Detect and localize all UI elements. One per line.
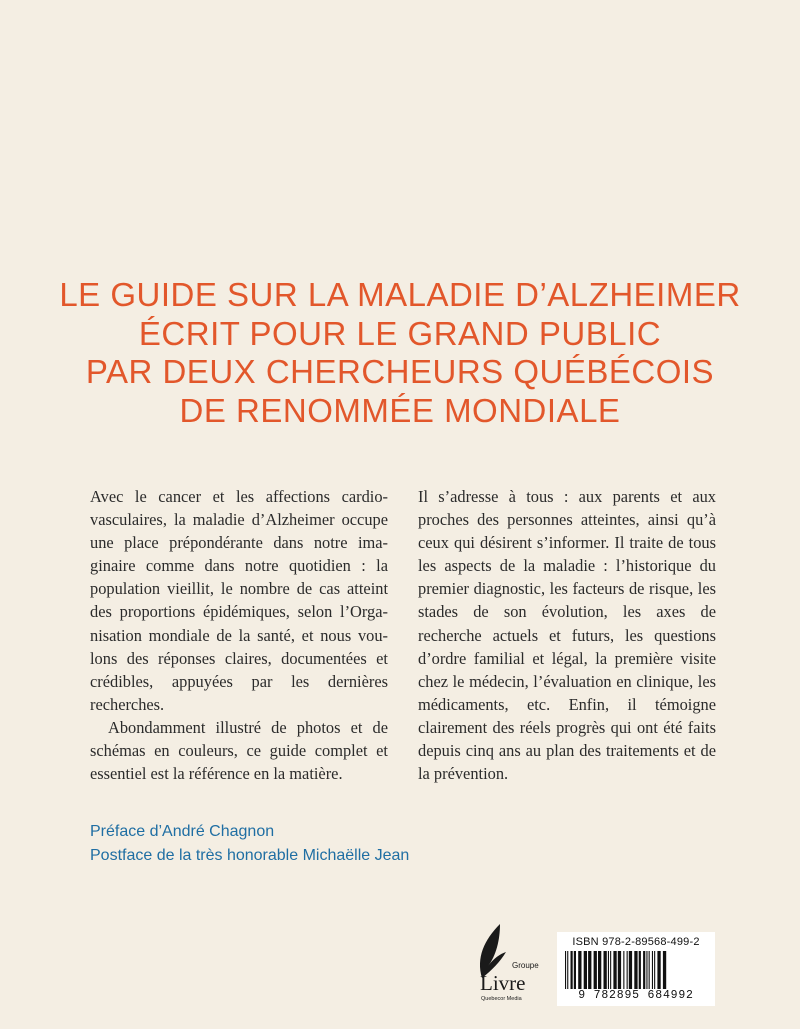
logo-main-text: Livre xyxy=(480,971,526,995)
barcode-bar xyxy=(578,951,581,989)
credits xyxy=(90,820,409,867)
body-paragraph: Il s’adresse à tous : aux parents et aux proches des personnes atteintes, ainsi qu’à ceux qui désirent s’informer. Il traite de tous les aspects de la maladie : l’historique du premier diagnostic, les facteurs de risque, les stades de son évolution, les axes de recherche actuels et futurs, les questions d’ordre familial et légal, la première visite chez le médecin, l’évaluation en clinique, les médicaments, etc. Enfin, il témoigne clairement des réels progrès qui ont été faits depuis cinq ans au plan des traitements et de la prévention. xyxy=(418,487,716,784)
headline-line-1: LE GUIDE SUR LA MALADIE D’ALZHEIMER xyxy=(59,276,741,313)
barcode-bar xyxy=(627,951,628,989)
barcode-bar xyxy=(565,951,566,989)
postface-credit: Postface de la très honorable Michaëlle Jean xyxy=(90,846,410,864)
barcode-bar xyxy=(574,951,576,989)
barcode-bar xyxy=(623,951,624,989)
barcode-bar xyxy=(663,951,666,989)
barcode-bar xyxy=(610,951,611,989)
leaf-icon xyxy=(480,924,506,978)
headline-line-4: DE RENOMMÉE MONDIALE xyxy=(179,391,621,429)
barcode-bar xyxy=(608,951,609,989)
barcode-bars xyxy=(563,951,709,989)
isbn-digits: 9 782895 684992 xyxy=(578,989,694,1002)
barcode-bar xyxy=(584,951,587,989)
headline xyxy=(0,276,800,430)
isbn-label: ISBN 978-2-89568-499-2 xyxy=(572,936,700,948)
barcode-bar xyxy=(567,951,568,989)
barcode-bar xyxy=(652,951,653,989)
barcode-bar xyxy=(654,951,655,989)
barcode-bar xyxy=(634,951,637,989)
barcode-bar xyxy=(639,951,641,989)
barcode-bar xyxy=(649,951,650,989)
body-paragraph: Avec le cancer et les affections cardiovasculaires, la maladie d’Alzheimer occupe une place prépondérante dans notre imaginaire comme dans notre quotidien : la population vieillit, le nombre de cas atteint des proportions épidémiques, selon l’Organisation mondiale de la santé, et nous voulons des réponses claires, documentées et crédibles, appuyées par les dernières recherches. xyxy=(90,487,388,714)
headline-line-3: PAR DEUX CHERCHEURS QUÉBÉCOIS xyxy=(85,353,715,390)
body-column-left xyxy=(90,485,388,785)
barcode-bar xyxy=(613,951,616,989)
logo-sub-text: Quebecor Media xyxy=(481,996,522,1002)
body-column-right xyxy=(418,485,716,785)
headline-line-2: ÉCRIT POUR LE GRAND PUBLIC xyxy=(138,314,662,352)
logo-group-text: Groupe xyxy=(512,961,539,970)
barcode-bar xyxy=(588,951,591,989)
barcode-bar xyxy=(643,951,645,989)
publisher-logo xyxy=(470,918,540,1008)
barcode-bar xyxy=(618,951,621,989)
barcode-bar xyxy=(571,951,573,989)
barcode-bar xyxy=(598,951,601,989)
barcode-bar xyxy=(604,951,607,989)
barcode xyxy=(557,932,715,1006)
barcode-bar xyxy=(657,951,660,989)
barcode-bar xyxy=(594,951,597,989)
barcode-bar xyxy=(646,951,647,989)
barcode-bar xyxy=(629,951,632,989)
preface-credit: Préface d’André Chagnon xyxy=(90,823,275,840)
body-paragraph: Abondamment illustré de photos et de schémas en couleurs, ce guide complet et essentiel est la référence en la matière. xyxy=(90,717,388,784)
